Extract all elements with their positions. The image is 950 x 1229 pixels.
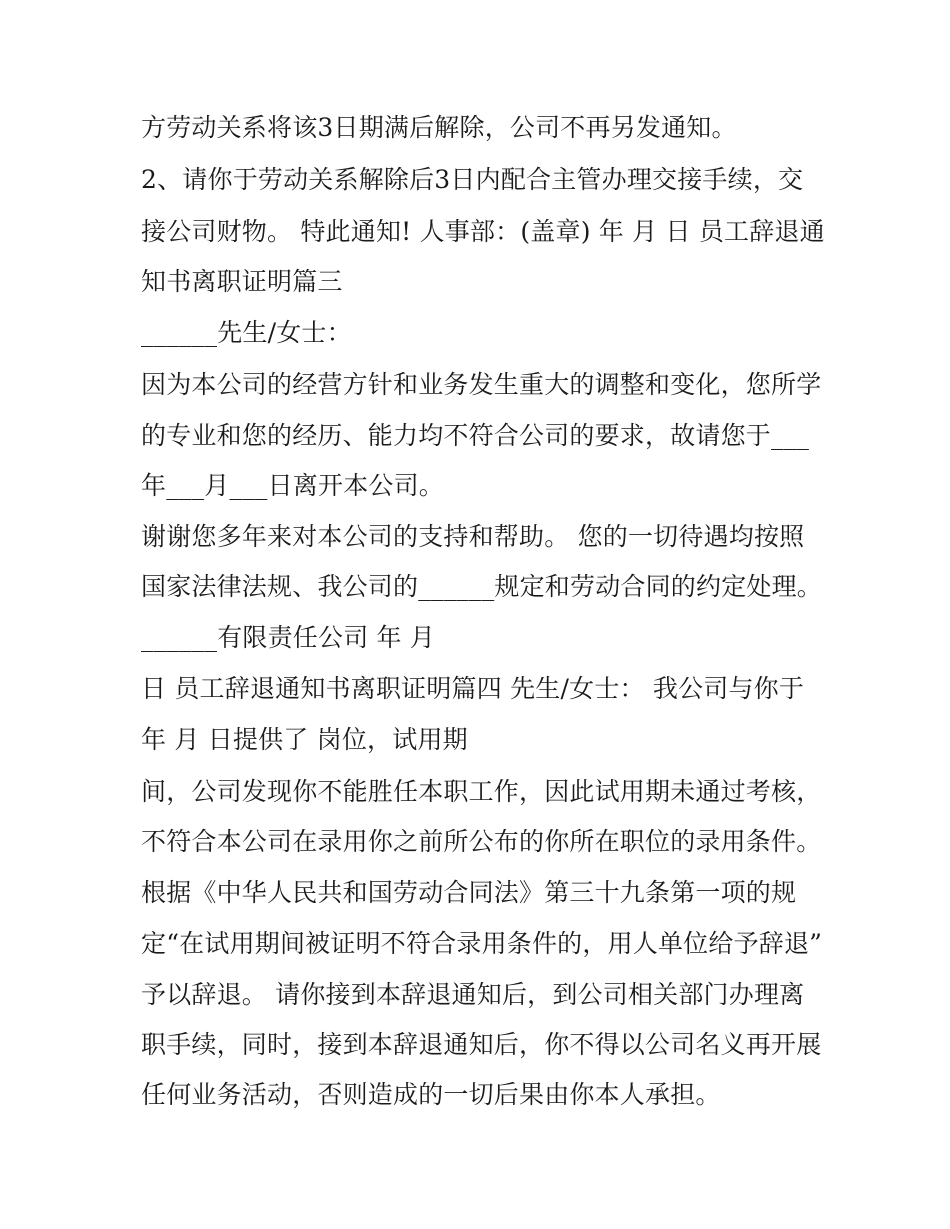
text-line: 接公司财物。 特此通知! 人事部：(盖章) 年 月 日 员工辞退通 xyxy=(141,217,825,246)
text-line: ______先生/女士： xyxy=(141,318,352,347)
text-line: 任何业务活动，否则造成的一切后果由你本人承担。 xyxy=(141,1080,721,1109)
text-line: 间，公司发现你不能胜任本职工作，因此试用期未通过考核， xyxy=(141,777,822,806)
text-line: 年___月___日离开本公司。 xyxy=(141,471,445,500)
text-line: 方劳动关系将该3日期满后解除，公司不再另发通知。 xyxy=(141,113,737,142)
text-line: 定“在试用期间被证明不符合录用条件的，用人单位给予辞退” xyxy=(141,929,823,958)
text-line: 日 员工辞退通知书离职证明篇四 先生/女士： 我公司与你于 xyxy=(141,674,805,703)
text-line: 知书离职证明篇三 xyxy=(141,267,343,296)
text-line: 职手续，同时，接到本辞退通知后，你不得以公司名义再开展 xyxy=(141,1030,822,1059)
text-line: 的专业和您的经历、能力均不符合公司的要求，故请您于___ xyxy=(141,421,810,450)
text-line: 因为本公司的经营方针和业务发生重大的调整和变化，您所学 xyxy=(141,370,822,399)
text-line: 谢谢您多年来对本公司的支持和帮助。 您的一切待遇均按照 xyxy=(141,522,805,551)
text-line: ______有限责任公司 年 月 xyxy=(141,623,436,652)
text-line: 不符合本公司在录用你之前所公布的你所在职位的录用条件。 xyxy=(141,827,822,856)
text-line: 国家法律法规、我公司的______规定和劳动合同的约定处理。 xyxy=(141,572,823,601)
text-line: 根据《中华人民共和国劳动合同法》第三十九条第一项的规 xyxy=(141,878,797,907)
text-line: 年 月 日提供了 岗位，试用期 xyxy=(141,725,468,754)
text-line: 予以辞退。 请你接到本辞退通知后，到公司相关部门办理离 xyxy=(141,980,805,1009)
text-line: 2、请你于劳动关系解除后3日内配合主管办理交接手续，交 xyxy=(141,165,804,194)
